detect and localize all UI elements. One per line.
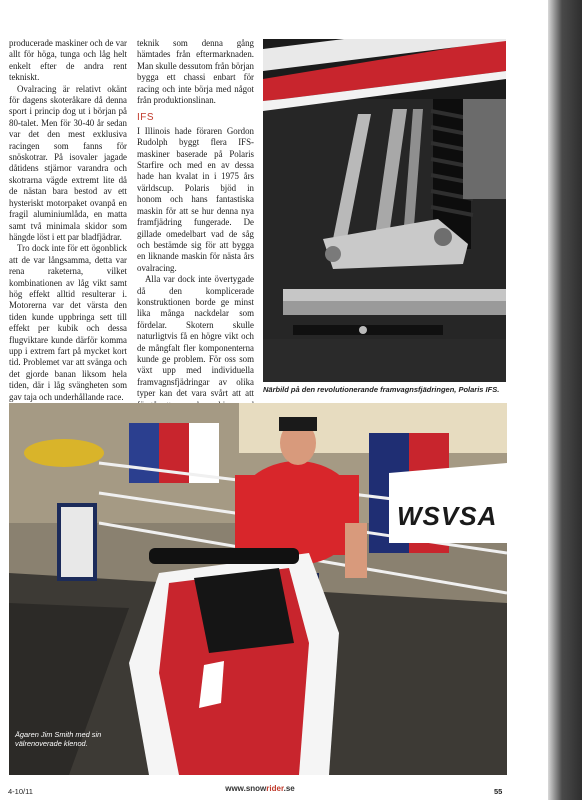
website-suffix: .se <box>283 784 295 793</box>
column1-paragraph: Ovalracing är relativt okänt för dagens skoteråkare då denna sport i princip dog ut i början på 80-talet. Men för 30-40 år sedan var det den mest exklusiva racingen som fanns för snöskotrar. På isovaler jagade dåtidens stjärnor varandra och skotrarna vägde extremt lite då de nästan bara bestod av ett hysteriskt motorpaket ovanpå en fragil aluminiumlåda, en matta samt två minimala skidor som hängde löst i ett par bladfjädrar. <box>9 83 127 242</box>
top-photo-caption: Närbild på den revolutionerande framvagnsfjädringen, Polaris IFS. <box>263 385 500 394</box>
column1-paragraph: Tro dock inte för ett ögonblick att de var långsamma, detta var rena raketerna, vilket kombinationen av låg vikt samt hög effekt alltid resulterar i. Motorerna var det värsta den tiden kunde uppbringa sett till effekt per kubik och dessa flugviktare kunde därför komma upp i extrem fart på mycket kort tid. Problemet var att svänga och det gjorde banan liksom hela tiden, där i låg svängheten som gav taja och underhållande race. <box>9 243 127 402</box>
suspension-photo <box>263 39 506 382</box>
banner-logo-text: WSVSA <box>397 501 498 531</box>
column2-paragraph: I Illinois hade föraren Gordon Rudolph byggt flera IFS-maskiner baserade på Polaris Starfire och med en av dessa hade han kvalat in i 1975 års världscup. Polaris bjöd in honom och hans fantastiska maskin för att se hur denna nya framfjädring fungerade. De gillade omedelbart vad de såg och bestämde sig för att bygga en liknande maskin för nästa års ovalracing. <box>137 125 254 273</box>
website-brand: rider <box>266 784 284 793</box>
column1-paragraph: producerade maskiner och de var allt för höga, tunga och låg helt enkelt efter de andra rent tekniskt. <box>9 38 127 83</box>
issue-number: 4-10/11 <box>8 787 33 796</box>
page-number: 55 <box>494 787 503 796</box>
bottom-photo-caption: Ägaren Jim Smith med sin välrenoverade klenod. <box>15 730 102 748</box>
owner-photo <box>9 403 507 775</box>
column2-paragraph: Alla var dock inte övertygade då den komplicerade konstruktionen borde ge minst lika många nackdelar som fördelar. Skotern skulle naturligtvis få en högre vikt och de mångfalt fler komponenterna kunde ge problem. För oss som växt upp med individuella framvagnsfjädringar av olika typer kan det vara svårt att att <box>137 274 254 399</box>
website-prefix: www.snow <box>225 784 267 793</box>
section-subhead: IFS <box>137 112 155 124</box>
website-url <box>200 784 320 793</box>
column2-intro: teknik som denna gång hämtades från eftermarknaden. Man skulle dessutom från början bygga ett chassi enbart för racing och inte börja med något från produktionslinan. <box>137 38 254 106</box>
page-spine-shadow <box>548 0 582 800</box>
